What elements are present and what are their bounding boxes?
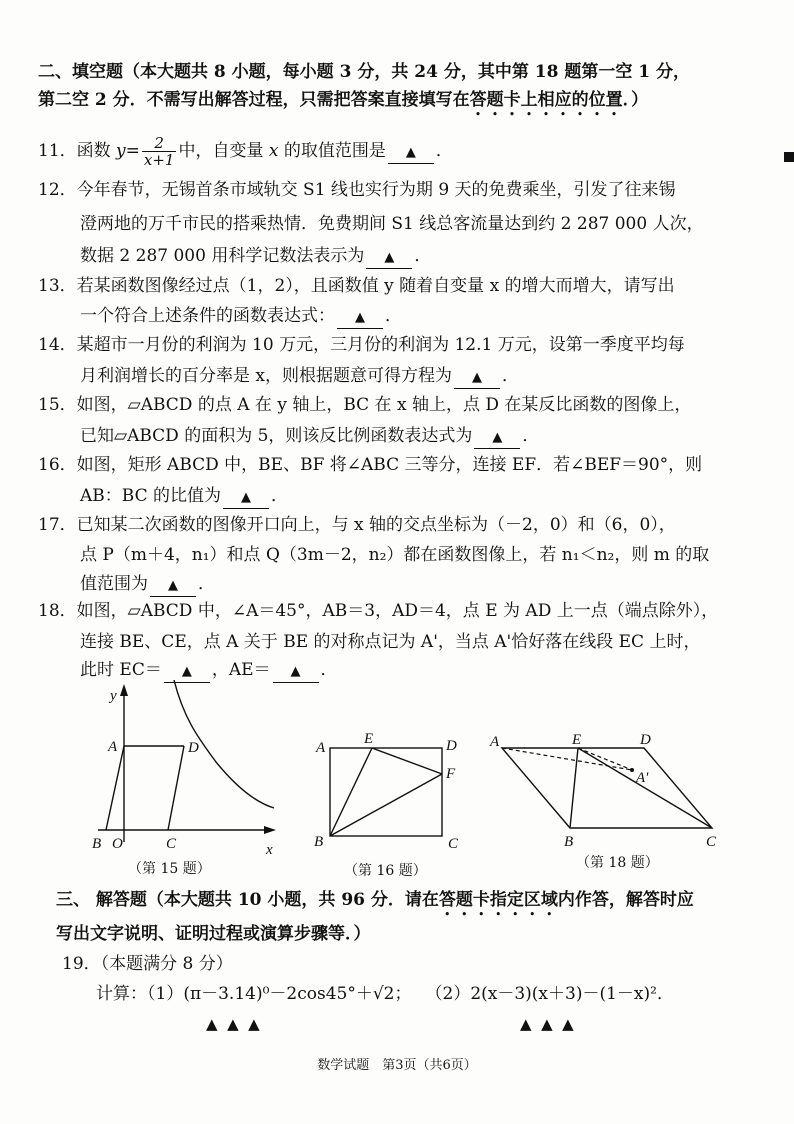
question-13-line2: 一个符合上述条件的函数表达式： ▲ ．: [80, 304, 402, 329]
label-A: A: [316, 740, 326, 756]
question-12-line3: 数据 2 287 000 用科学记数法表示为 ▲ ．: [80, 244, 431, 269]
question-15-line1: 15．如图，▱ABCD 的点 A 在 y 轴上，BC 在 x 轴上，点 D 在某反比函数的图像上，: [38, 395, 692, 415]
section2-heading-line2: 第二空 2 分．不需写出解答过程，只需把答案直接填写在答题卡上相应的位置．）: [38, 90, 649, 110]
label-Aprime: A': [636, 770, 649, 786]
section2-heading-line1: 二、填空题（本大题共 8 小题，每小题 3 分，共 24 分，其中第 18 题第一空 1 分，: [38, 62, 690, 82]
y-axis-arrow: [120, 684, 128, 696]
segment-DC: [168, 746, 184, 830]
question-14-line2: 月利润增长的百分率是 x，则根据题意可得方程为 ▲ ．: [80, 364, 519, 389]
answer-blank: ▲: [388, 141, 434, 164]
label-D: D: [640, 732, 651, 748]
question-19-title: 19．（本题满分 8 分）: [62, 954, 233, 974]
answer-blank-2: ▲: [273, 660, 319, 683]
question-14-line1: 14．某超市一月份的利润为 10 万元，三月份的利润为 12.1 万元，设第一季度平均每: [38, 335, 685, 355]
question-16-line2: AB：BC 的比值为 ▲ ．: [80, 484, 288, 509]
x-axis-arrow: [264, 826, 276, 834]
question-13-line1: 13．若某函数图像经过点（1，2），且函数值 y 随着自变量 x 的增大而增大，请写出: [38, 276, 675, 296]
answer-blank: ▲: [223, 486, 269, 509]
question-15-line2: 已知▱ABCD 的面积为 5，则该反比例函数表达式为 ▲ ．: [80, 424, 539, 449]
rectangle-ABCD: [330, 748, 442, 836]
answer-marks-2: ▲ ▲ ▲: [520, 1015, 574, 1033]
question-17-line1: 17．已知某二次函数的图像开口向上，与 x 轴的交点坐标为（－2，0）和（6，0），: [38, 515, 676, 535]
label-D: D: [188, 740, 199, 756]
answer-blank-1: ▲: [164, 660, 210, 683]
dashed-EAprime: [578, 748, 632, 770]
caption-fig16: （第 16 题）: [344, 863, 427, 879]
page-footer: 数学试题 第3页（共6页）: [317, 1058, 477, 1073]
caption-fig15: （第 15 题）: [128, 861, 211, 877]
question-11: 11．函数 y= $\frac{2}{x+1}$ 中，自变量 x 的取值范围是 ▲ ．: [38, 134, 453, 169]
segment-AB: [106, 746, 124, 830]
section3-heading-line2: 写出文字说明、证明过程或演算步骤等．）: [56, 924, 371, 944]
fraction: $\frac{2}{x+1}$: [143, 134, 175, 169]
question-12-line1: 12．今年春节，无锡首条市域轨交 S1 线也实行为期 9 天的免费乘坐，引发了往来锡: [38, 180, 676, 200]
question-17-line3: 值范围为 ▲ ．: [80, 572, 215, 597]
point-Aprime: [630, 768, 634, 772]
figure-18: [484, 730, 734, 855]
figure-16: [308, 728, 468, 858]
label-D: D: [446, 738, 457, 754]
answer-blank: ▲: [454, 366, 500, 389]
question-18-line2: 连接 BE、CE，点 A 关于 BE 的对称点记为 A'，当点 A'恰好落在线段 EC 上时，: [80, 632, 701, 652]
segment-BF: [330, 774, 442, 836]
question-17-line2: 点 P（m＋4，n₁）和点 Q（3m－2，n₂）都在函数图像上，若 n₁＜n₂，则 m 的取: [80, 545, 710, 565]
segment-BE: [330, 748, 372, 836]
label-E: E: [572, 732, 582, 748]
segment-EC: [578, 748, 712, 828]
label-C: C: [706, 834, 717, 850]
question-18-line3: 此时 EC＝ ▲ ，AE＝ ▲ ．: [80, 658, 338, 683]
segment-EF: [372, 748, 442, 774]
section3-heading-line1: 三、 解答题（本大题共 10 小题，共 96 分．请在答题卡指定区域内作答，解答时应: [56, 890, 694, 910]
label-y: y: [110, 688, 117, 704]
label-O: O: [112, 836, 123, 852]
question-19-body: 计算：（1）(π－3.14)⁰－2cos45°＋√2； （2）2(x－3)(x＋3)－(1－x)²．: [96, 984, 674, 1004]
answer-blank: ▲: [366, 246, 412, 269]
label-B: B: [314, 834, 324, 850]
label-x: x: [266, 842, 273, 858]
label-E: E: [364, 731, 374, 747]
caption-fig18: （第 18 题）: [576, 855, 659, 871]
label-C: C: [448, 836, 459, 852]
answer-marks-1: ▲ ▲ ▲: [206, 1015, 260, 1033]
answer-blank: ▲: [474, 426, 520, 449]
label-A: A: [108, 739, 118, 755]
label-A: A: [490, 734, 500, 750]
answer-blank: ▲: [150, 574, 196, 597]
label-F: F: [446, 766, 456, 782]
question-18-line1: 18．如图，▱ABCD 中，∠A＝45°，AB＝3，AD＝4，点 E 为 AD 上一点（端点除外），: [38, 601, 719, 621]
figure-15: [84, 680, 294, 860]
question-16-line1: 16．如图，矩形 ABCD 中，BE、BF 将∠ABC 三等分，连接 EF．若∠BEF＝90°，则: [38, 455, 703, 475]
label-B: B: [92, 836, 102, 852]
question-12-line2: 澄两地的万千市民的搭乘热情．免费期间 S1 线总客流量达到约 2 287 000 人次，: [80, 214, 704, 234]
answer-blank: ▲: [337, 306, 383, 329]
margin-mark: [784, 152, 794, 162]
label-C: C: [166, 836, 177, 852]
dashed-AAprime: [502, 748, 632, 770]
label-B: B: [564, 834, 574, 850]
